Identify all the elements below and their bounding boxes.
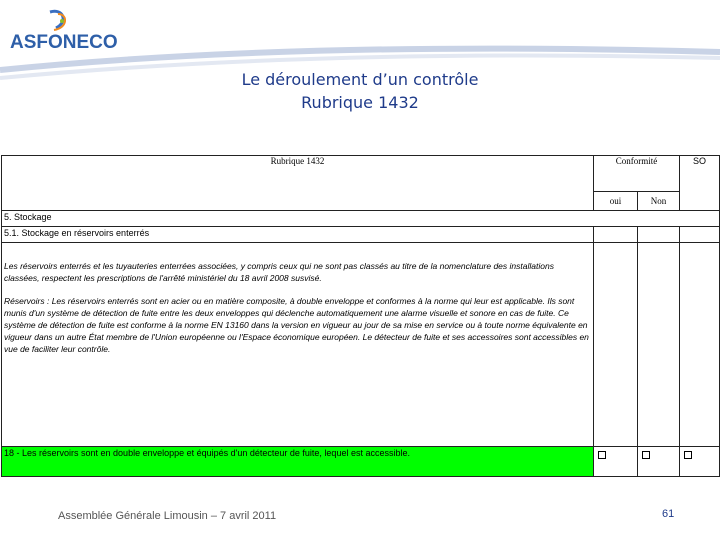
page-number: 61	[662, 508, 675, 520]
slide-title	[0, 68, 720, 114]
subsection-row	[2, 227, 594, 243]
slide-title-line2: Rubrique 1432	[301, 93, 419, 112]
paragraph-1: Les réservoirs enterrés et les tuyauteries enterrées associées, y compris ceux qui ne sont pas classés au titre de la nomenclature des installations classées, respectent les prescriptions de l'arrêté ministériel du 18 avril 2008 susvisé.	[4, 261, 554, 283]
description-oui-cell	[594, 243, 638, 447]
item-18-label: 18 - Les réservoirs sont en double enveloppe et équipés d'un détecteur de fuite, lequel est accessible.	[4, 448, 410, 458]
header-conformite-label: Conformité	[615, 156, 658, 166]
non-checkbox[interactable]	[642, 451, 650, 459]
header-non	[638, 192, 680, 211]
subsection-oui-cell	[594, 227, 638, 243]
description-non-cell	[638, 243, 680, 447]
subsection-non-cell	[638, 227, 680, 243]
so-checkbox[interactable]	[684, 451, 692, 459]
section-row	[2, 211, 720, 227]
footer-text: Assemblée Générale Limousin – 7 avril 2011	[58, 510, 277, 522]
paragraph-2: Réservoirs : Les réservoirs enterrés sont en acier ou en matière composite, à double enveloppe et conformes à la norme qui leur est applicable. Ils sont munis d'un système de détection de fuite entre les deux enveloppes qui déclenche automatiquement une alarme visuelle et sonore en cas de fuite. Ce système de détection de fuite est conforme à la norme EN 13160 dans la version en vigueur au jour de sa mise en service ou à toute norme équivalente en vigueur dans un autre État membre de l'Union européenne ou l'Espace économique européen. Le détecteur de fuite et ses accessoires sont accessibles en vue de faciliter leur contrôle.	[4, 296, 589, 354]
header-rubrique	[2, 156, 594, 211]
item-18-so-cell	[680, 447, 720, 477]
slide-title-line1: Le déroulement d’un contrôle	[241, 70, 479, 89]
logo-mark-icon	[50, 11, 65, 30]
header-oui	[594, 192, 638, 211]
checklist-table	[1, 155, 720, 477]
asfoneco-logo	[6, 8, 136, 56]
description-so-cell	[680, 243, 720, 447]
logo-text: ASFONECO	[10, 32, 118, 53]
header-oui-label: oui	[609, 196, 622, 206]
description-cell	[2, 243, 594, 447]
header-non-label: Non	[650, 196, 667, 206]
header-conformite	[594, 156, 680, 192]
item-18-row	[2, 447, 594, 477]
header-so	[680, 156, 720, 211]
subsection-so-cell	[680, 227, 720, 243]
item-18-oui-cell	[594, 447, 638, 477]
item-18-non-cell	[638, 447, 680, 477]
subsection-label: 5.1. Stockage en réservoirs enterrés	[4, 228, 150, 238]
header-so-label: SO	[692, 156, 706, 166]
header-rubrique-label: Rubrique 1432	[270, 156, 325, 166]
section-label: 5. Stockage	[4, 212, 52, 222]
oui-checkbox[interactable]	[598, 451, 606, 459]
